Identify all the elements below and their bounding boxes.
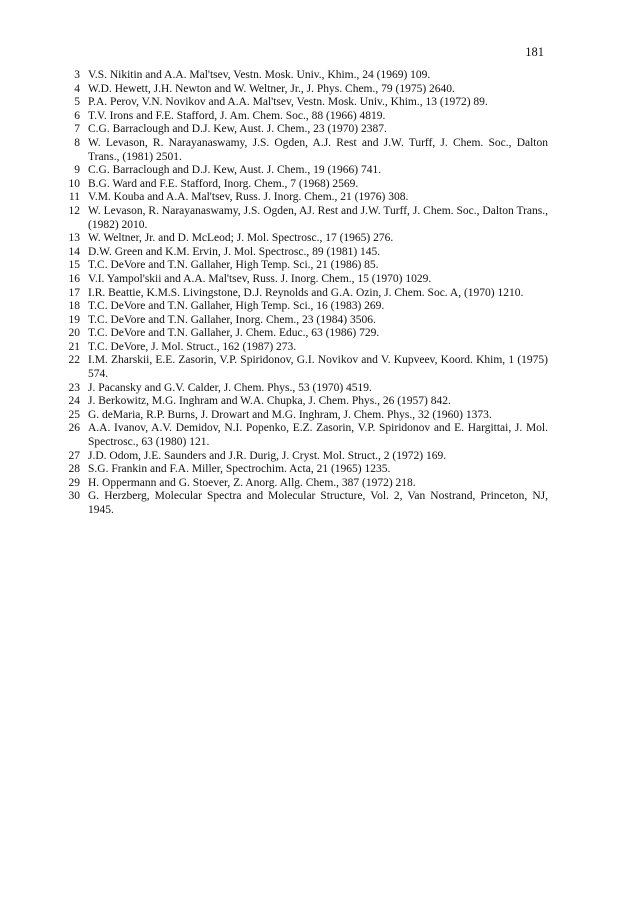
reference-item — [58, 300, 548, 314]
reference-text: V.M. Kouba and A.A. Mal'tsev, Russ. J. Inorg. Chem., 21 (1976) 308. — [88, 191, 409, 204]
reference-number: 9 — [74, 164, 80, 177]
reference-number: 22 — [68, 354, 80, 367]
reference-item — [58, 314, 548, 328]
reference-item — [58, 164, 548, 178]
reference-item — [58, 490, 548, 517]
reference-text: T.C. DeVore, J. Mol. Struct., 162 (1987) 273. — [88, 340, 297, 353]
reference-text: T.C. DeVore and T.N. Gallaher, High Temp. Sci., 16 (1983) 269. — [88, 300, 385, 313]
reference-text: D.W. Green and K.M. Ervin, J. Mol. Spectrosc., 89 (1981) 145. — [88, 245, 381, 258]
reference-item — [58, 123, 548, 137]
reference-number: 21 — [68, 340, 80, 353]
reference-item — [58, 246, 548, 260]
reference-text: T.C. DeVore and T.N. Gallaher, J. Chem. Educ., 63 (1986) 729. — [88, 327, 380, 340]
reference-text: B.G. Ward and F.E. Stafford, Inorg. Chem., 7 (1968) 2569. — [88, 177, 359, 190]
reference-number: 15 — [68, 259, 80, 272]
reference-text: C.G. Barraclough and D.J. Kew, Aust. J. Chem., 19 (1966) 741. — [88, 164, 382, 177]
reference-item — [58, 287, 548, 301]
reference-number: 29 — [68, 476, 80, 489]
reference-text: G. deMaria, R.P. Burns, J. Drowart and M.G. Inghram, J. Chem. Phys., 32 (1960) 1373. — [88, 408, 492, 421]
reference-item — [58, 232, 548, 246]
reference-number: 16 — [68, 272, 80, 285]
reference-text: T.V. Irons and F.E. Stafford, J. Am. Chem. Soc., 88 (1966) 4819. — [88, 109, 386, 122]
reference-text: W. Weltner, Jr. and D. McLeod; J. Mol. Spectrosc., 17 (1965) 276. — [88, 232, 394, 245]
reference-list — [58, 69, 548, 518]
reference-text: I.M. Zharskii, E.E. Zasorin, V.P. Spiridonov, G.I. Novikov and V. Kupveev, Koord. Khim, 1 (1975) 574. — [88, 354, 548, 381]
reference-number: 17 — [68, 286, 80, 299]
reference-text: W.D. Hewett, J.H. Newton and W. Weltner, Jr., J. Phys. Chem., 79 (1975) 2640. — [88, 82, 455, 95]
reference-item — [58, 327, 548, 341]
reference-item — [58, 137, 548, 164]
reference-text: T.C. DeVore and T.N. Gallaher, High Temp. Sci., 21 (1986) 85. — [88, 259, 379, 272]
reference-number: 19 — [68, 313, 80, 326]
reference-item — [58, 382, 548, 396]
reference-number: 6 — [74, 109, 80, 122]
reference-number: 25 — [68, 408, 80, 421]
reference-text: P.A. Perov, V.N. Novikov and A.A. Mal'tsev, Vestn. Mosk. Univ., Khim., 13 (1972) 89. — [88, 96, 488, 109]
reference-number: 23 — [68, 381, 80, 394]
reference-number: 14 — [68, 245, 80, 258]
reference-number: 4 — [74, 82, 80, 95]
reference-item — [58, 395, 548, 409]
reference-text: S.G. Frankin and F.A. Miller, Spectrochim. Acta, 21 (1965) 1235. — [88, 463, 391, 476]
reference-item — [58, 463, 548, 477]
reference-text: J. Berkowitz, M.G. Inghram and W.A. Chupka, J. Chem. Phys., 26 (1957) 842. — [88, 395, 451, 408]
reference-item — [58, 178, 548, 192]
reference-text: I.R. Beattie, K.M.S. Livingstone, D.J. Reynolds and G.A. Ozin, J. Chem. Soc. A, (1970) 1210. — [88, 286, 524, 299]
reference-item — [58, 259, 548, 273]
reference-item — [58, 83, 548, 97]
reference-number: 13 — [68, 232, 80, 245]
reference-number: 11 — [68, 191, 80, 204]
reference-number: 5 — [74, 96, 80, 109]
reference-text: J.D. Odom, J.E. Saunders and J.R. Durig, J. Cryst. Mol. Struct., 2 (1972) 169. — [88, 449, 447, 462]
reference-item — [58, 96, 548, 110]
reference-text: W. Levason, R. Narayanaswamy, J.S. Ogden, AJ. Rest and J.W. Turff, J. Chem. Soc., Dalton Trans., (1982) 2010. — [88, 204, 548, 231]
reference-number: 28 — [68, 463, 80, 476]
reference-text: G. Herzberg, Molecular Spectra and Molecular Structure, Vol. 2, Van Nostrand, Princeton, NJ, 1945. — [88, 490, 548, 516]
reference-text: A.A. Ivanov, A.V. Demidov, N.I. Popenko, E.Z. Zasorin, V.P. Spiridonov and E. Hargittai, J. Mol. Spectrosc., 63 (1980) 121. — [88, 422, 548, 449]
reference-item — [58, 273, 548, 287]
reference-item — [58, 422, 548, 449]
reference-number: 24 — [68, 395, 80, 408]
reference-number: 26 — [68, 422, 80, 435]
reference-text: C.G. Barraclough and D.J. Kew, Aust. J. Chem., 23 (1970) 2387. — [88, 123, 387, 136]
reference-number: 30 — [68, 490, 80, 503]
reference-item — [58, 110, 548, 124]
reference-item — [58, 450, 548, 464]
reference-number: 18 — [68, 300, 80, 313]
reference-item — [58, 341, 548, 355]
reference-item — [58, 477, 548, 491]
reference-number: 12 — [68, 204, 80, 217]
reference-item — [58, 409, 548, 423]
reference-item — [58, 191, 548, 205]
reference-text: J. Pacansky and G.V. Calder, J. Chem. Phys., 53 (1970) 4519. — [88, 381, 372, 394]
reference-text: H. Oppermann and G. Stoever, Z. Anorg. Allg. Chem., 387 (1972) 218. — [88, 476, 416, 489]
reference-number: 3 — [74, 69, 80, 81]
reference-item — [58, 205, 548, 232]
reference-number: 20 — [68, 327, 80, 340]
reference-number: 10 — [68, 177, 80, 190]
reference-text: V.I. Yampol'skii and A.A. Mal'tsev, Russ. J. Inorg. Chem., 15 (1970) 1029. — [88, 272, 432, 285]
reference-item — [58, 69, 548, 83]
reference-text: T.C. DeVore and T.N. Gallaher, Inorg. Chem., 23 (1984) 3506. — [88, 313, 376, 326]
reference-number: 7 — [74, 123, 80, 136]
reference-text: V.S. Nikitin and A.A. Mal'tsev, Vestn. Mosk. Univ., Khim., 24 (1969) 109. — [88, 69, 431, 81]
reference-number: 27 — [68, 449, 80, 462]
page-number: 181 — [525, 45, 544, 59]
reference-text: W. Levason, R. Narayanaswamy, J.S. Ogden, A.J. Rest and J.W. Turff, J. Chem. Soc., Dalton Trans., (1981) 2501. — [88, 136, 548, 163]
reference-item — [58, 354, 548, 381]
reference-number: 8 — [74, 136, 80, 149]
